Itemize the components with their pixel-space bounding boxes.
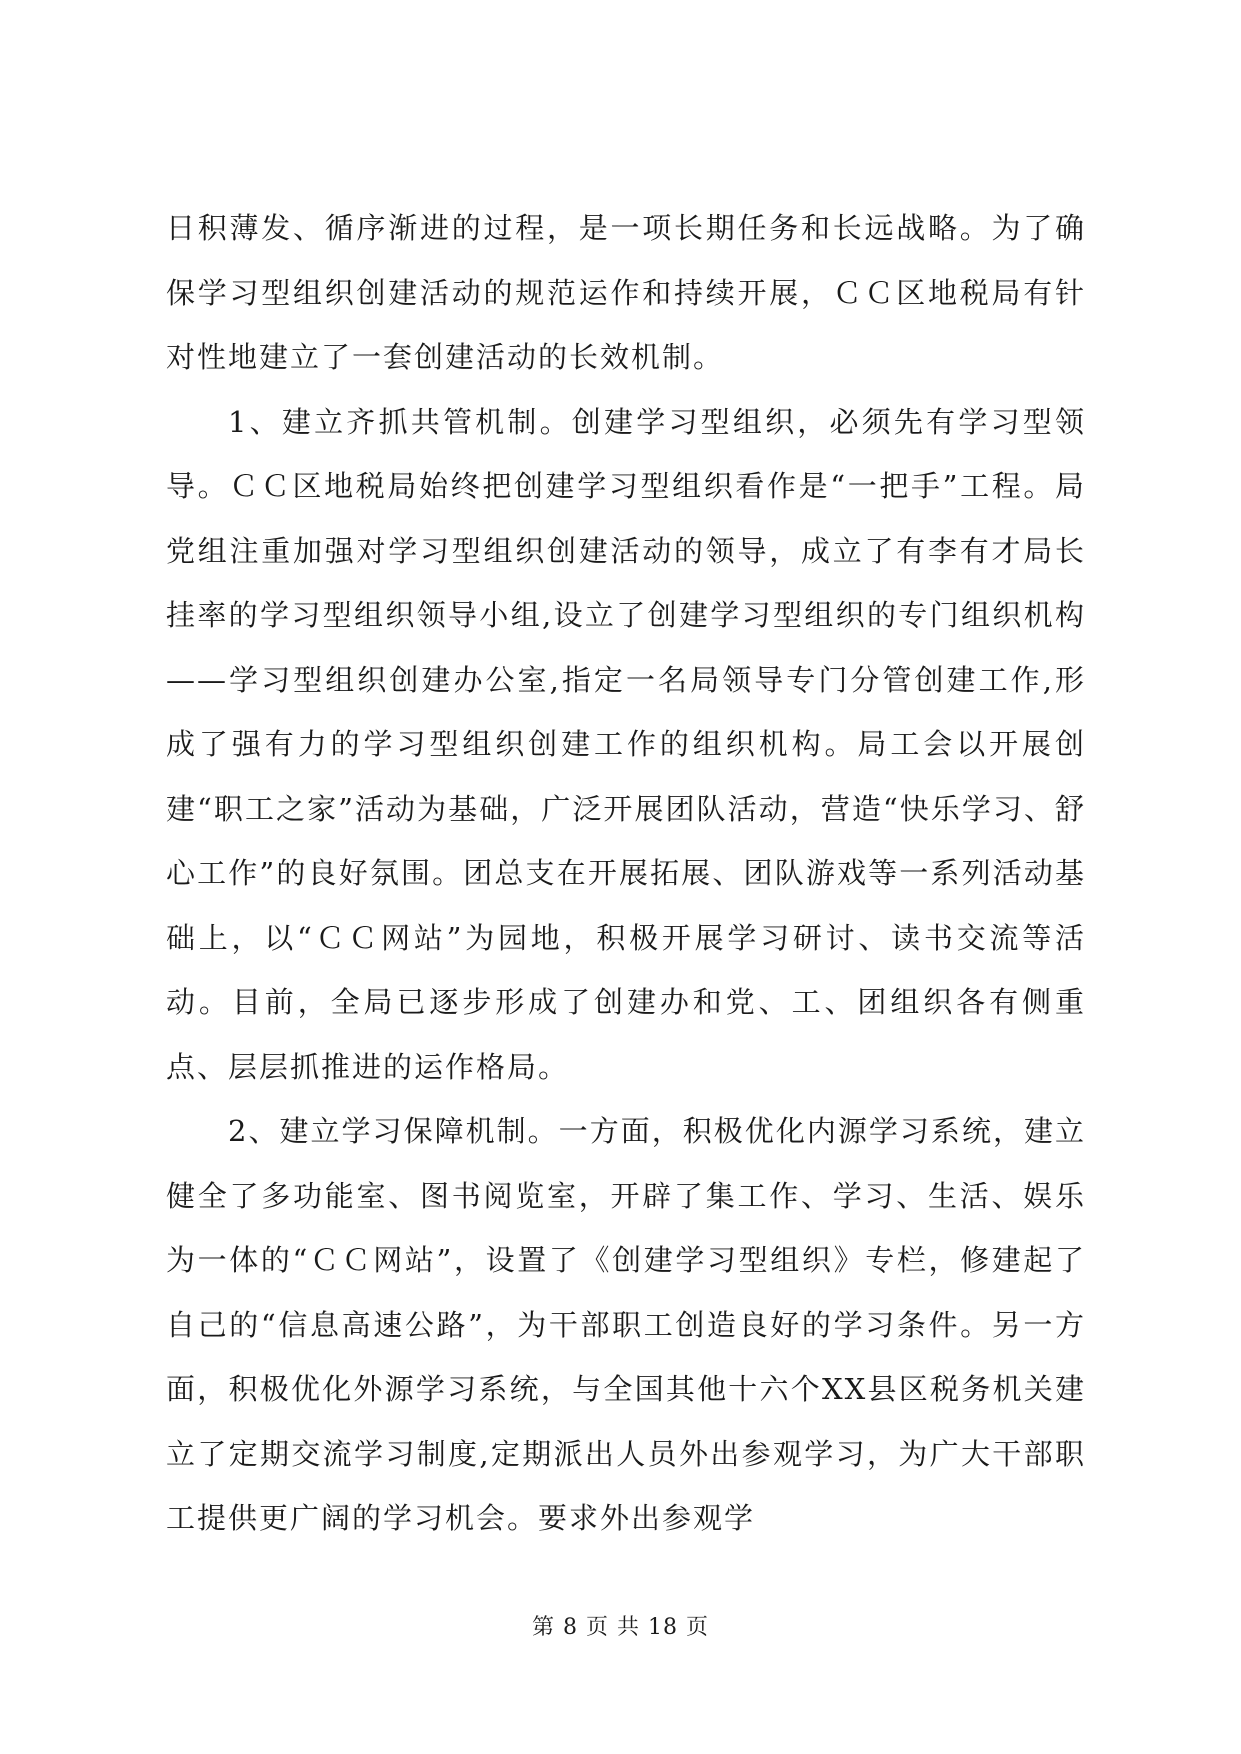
paragraph-1: 日积薄发、循序渐进的过程，是一项长期任务和长远战略。为了确保学习型组织创建活动的规范运作和持续开展，ＣＣ区地税局有针对性地建立了一套创建活动的长效机制。 [166, 211, 1086, 374]
document-body [166, 196, 1086, 1551]
paragraph-3: 2、建立学习保障机制。一方面，积极优化内源学习系统，建立健全了多功能室、图书阅览室，开辟了集工作、学习、生活、娱乐为一体的“ＣＣ网站”，设置了《创建学习型组织》专栏，修建起了自己的“信息高速公路”，为干部职工创造良好的学习条件。另一方面，积极优化外源学习系统，与全国其他十六个XX县区税务机关建立了定期交流学习制度,定期派出人员外出参观学习，为广大干部职工提供更广阔的学习机会。要求外出参观学 [166, 1114, 1086, 1535]
page-number-footer: 第 8 页 共 18 页 [532, 1615, 709, 1640]
paragraph-2: 1、建立齐抓共管机制。创建学习型组织，必须先有学习型领导。ＣＣ区地税局始终把创建学习型组织看作是“一把手”工程。局党组注重加强对学习型组织创建活动的领导，成立了有李有才局长挂率的学习型组织领导小组,设立了创建学习型组织的专门组织机构——学习型组织创建办公室,指定一名局领导专门分管创建工作,形成了强有力的学习型组织创建工作的组织机构。局工会以开展创建“职工之家”活动为基础，广泛开展团队活动，营造“快乐学习、舒心工作”的良好氛围。团总支在开展拓展、团队游戏等一系列活动基础上，以“ＣＣ网站”为园地，积极开展学习研讨、读书交流等活动。目前，全局已逐步形成了创建办和党、工、团组织各有侧重点、层层抓推进的运作格局。 [166, 404, 1086, 1084]
